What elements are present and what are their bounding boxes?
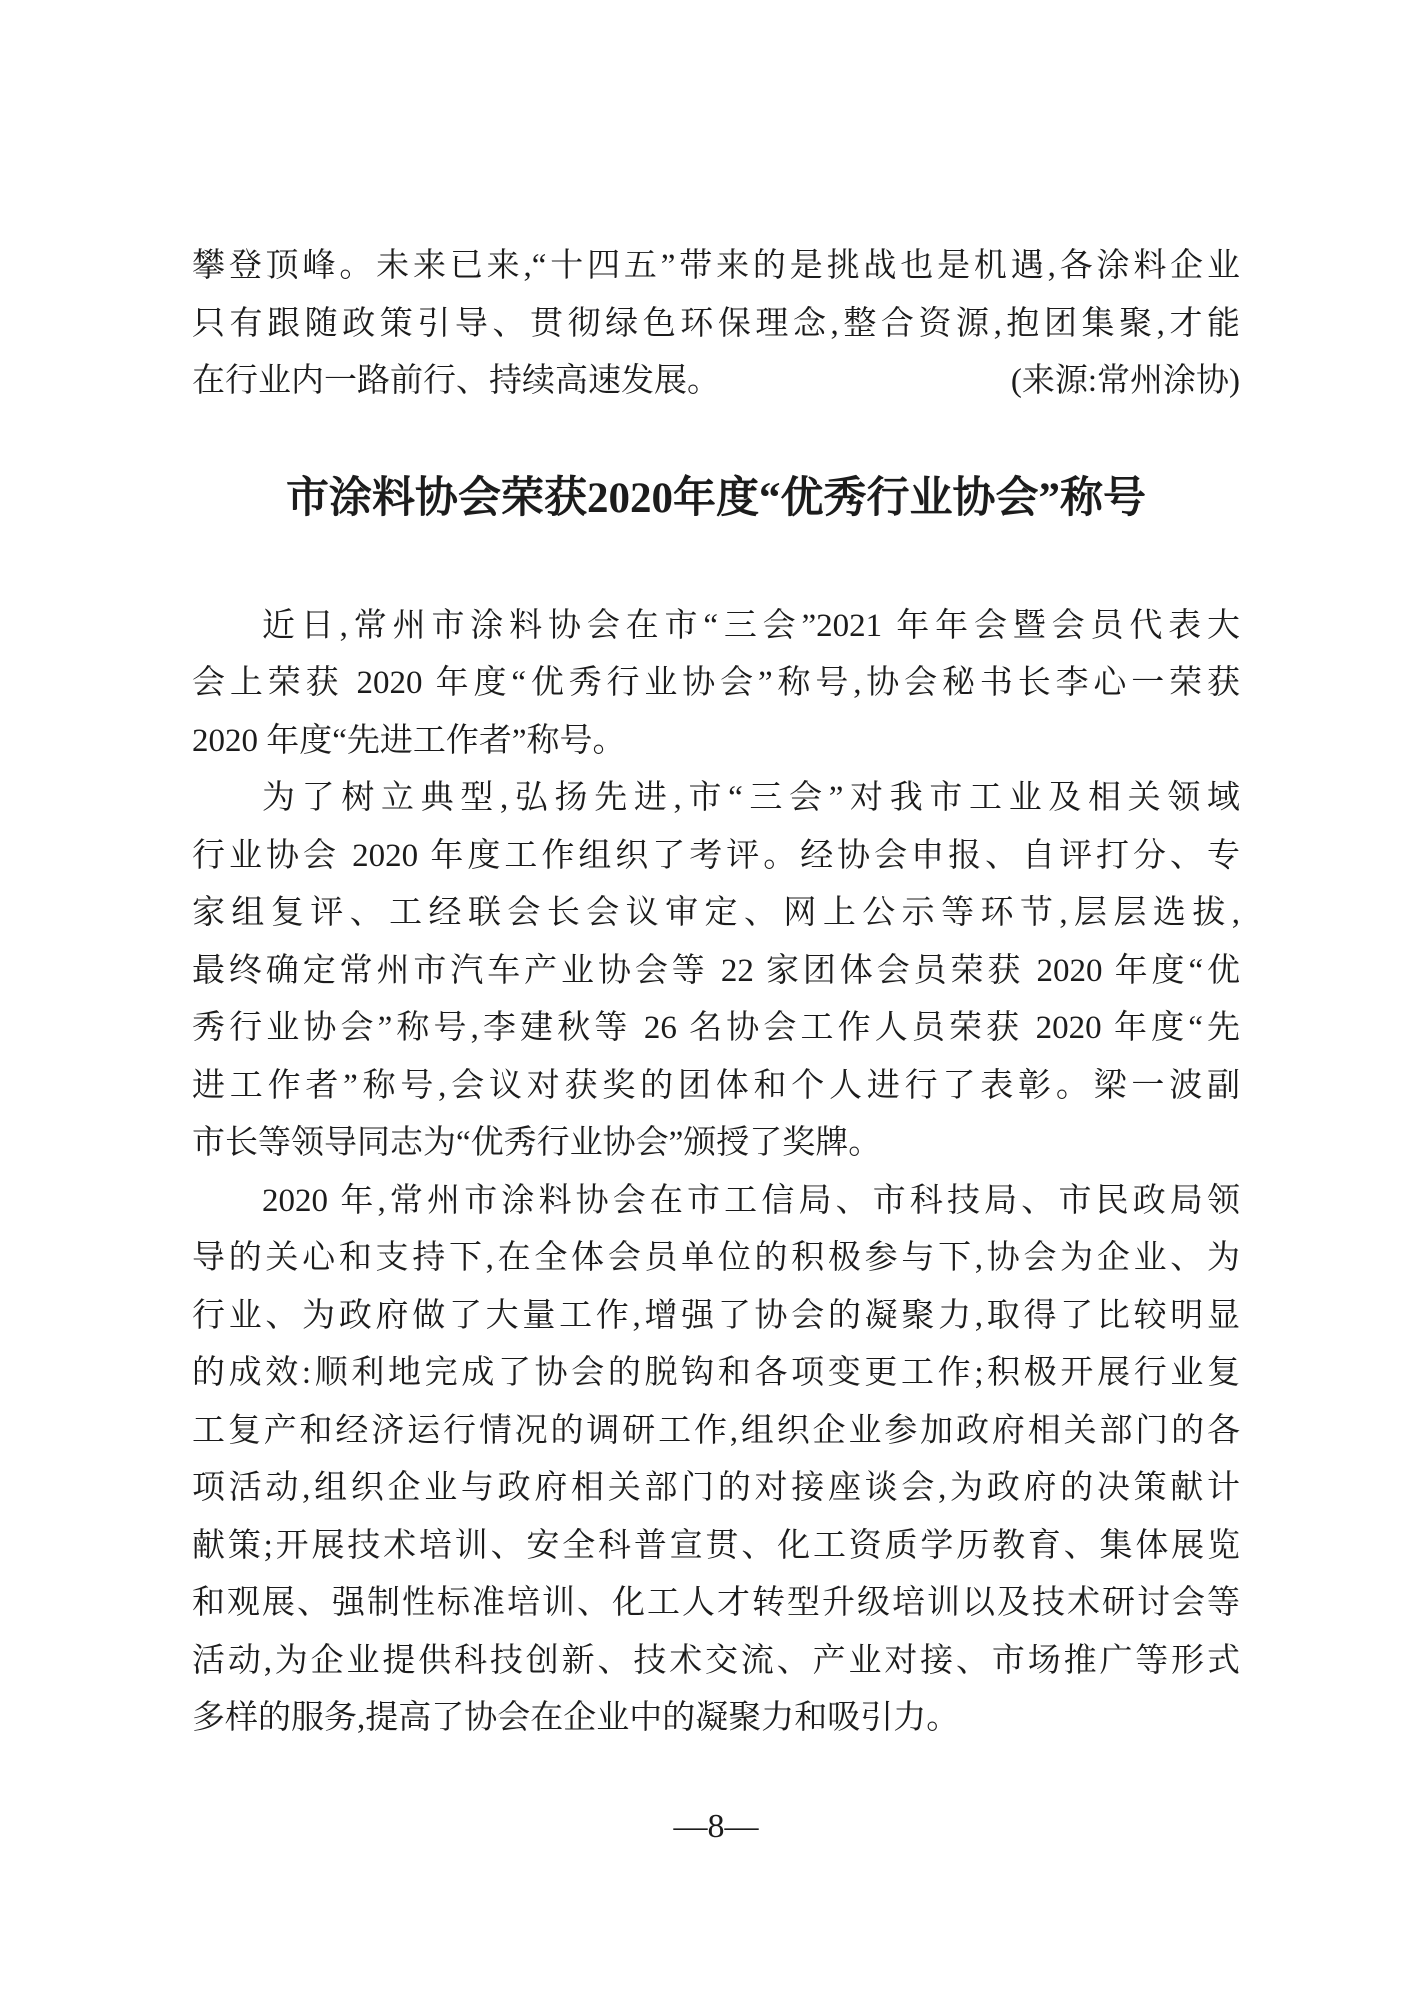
body-line: 行业、为政府做了大量工作,增强了协会的凝聚力,取得了比较明显 [192,1297,1240,1334]
body-line-text: 在行业内一路前行、持续高速发展。 [192,363,720,399]
body-line: 最终确定常州市汽车产业协会等 22 家团体会员荣获 2020 年度“优 [192,952,1240,989]
body-line: 活动,为企业提供科技创新、技术交流、产业对接、市场推广等形式 [192,1642,1240,1679]
body-line: 秀行业协会”称号,李建秋等 26 名协会工作人员荣获 2020 年度“先 [192,1010,1240,1046]
page-content [192,238,1240,1748]
body-line: 进工作者”称号,会议对获奖的团体和个人进行了表彰。梁一波副 [192,1067,1240,1104]
body-line: 行业协会 2020 年度工作组织了考评。经协会申报、自评打分、专 [192,837,1240,874]
paragraph-2 [192,770,1240,1173]
paragraph-1 [192,598,1240,771]
body-line: 近日,常州市涂料协会在市“三会”2021 年年会暨会员代表大 [262,607,1240,644]
body-line: 为了树立典型,弘扬先进,市“三会”对我市工业及相关领域 [262,780,1240,816]
body-line: 会上荣获 2020 年度“优秀行业协会”称号,协会秘书长李心一荣获 [192,665,1240,701]
page-number: —8— [673,1808,759,1845]
body-line: 家组复评、工经联会长会议审定、网上公示等环节,层层选拔, [192,895,1240,931]
body-line: 献策;开展技术培训、安全科普宣贯、化工资质学历教育、集体展览 [192,1527,1240,1564]
body-line: 的成效:顺利地完成了协会的脱钩和各项变更工作;积极开展行业复 [192,1355,1240,1391]
body-line-with-source [192,353,1240,411]
body-line: 2020 年度“先进工作者”称号。 [192,722,626,759]
article-title: 市涂料协会荣获2020年度“优秀行业协会”称号 [286,474,1146,522]
prev-article-tail-paragraph [192,238,1240,411]
paragraph-3 [192,1173,1240,1748]
page-footer [192,1802,1240,1852]
body-line: 项活动,组织企业与政府相关部门的对接座谈会,为政府的决策献计 [192,1470,1240,1506]
body-line: 只有跟随政策引导、贯彻绿色环保理念,整合资源,抱团集聚,才能 [192,305,1240,342]
body-line: 和观展、强制性标准培训、化工人才转型升级培训以及技术研讨会等 [192,1585,1240,1621]
body-line: 市长等领导同志为“优秀行业协会”颁授了奖牌。 [192,1125,882,1161]
body-line: 2020 年,常州市涂料协会在市工信局、市科技局、市民政局领 [262,1182,1240,1219]
source-attribution: (来源:常州涂协) [1010,363,1240,399]
body-line: 攀登顶峰。未来已来,“十四五”带来的是挑战也是机遇,各涂料企业 [192,248,1240,284]
body-line: 导的关心和支持下,在全体会员单位的积极参与下,协会为企业、为 [192,1240,1240,1276]
body-line: 工复产和经济运行情况的调研工作,组织企业参加政府相关部门的各 [192,1412,1240,1449]
body-line: 多样的服务,提高了协会在企业中的凝聚力和吸引力。 [192,1700,960,1736]
